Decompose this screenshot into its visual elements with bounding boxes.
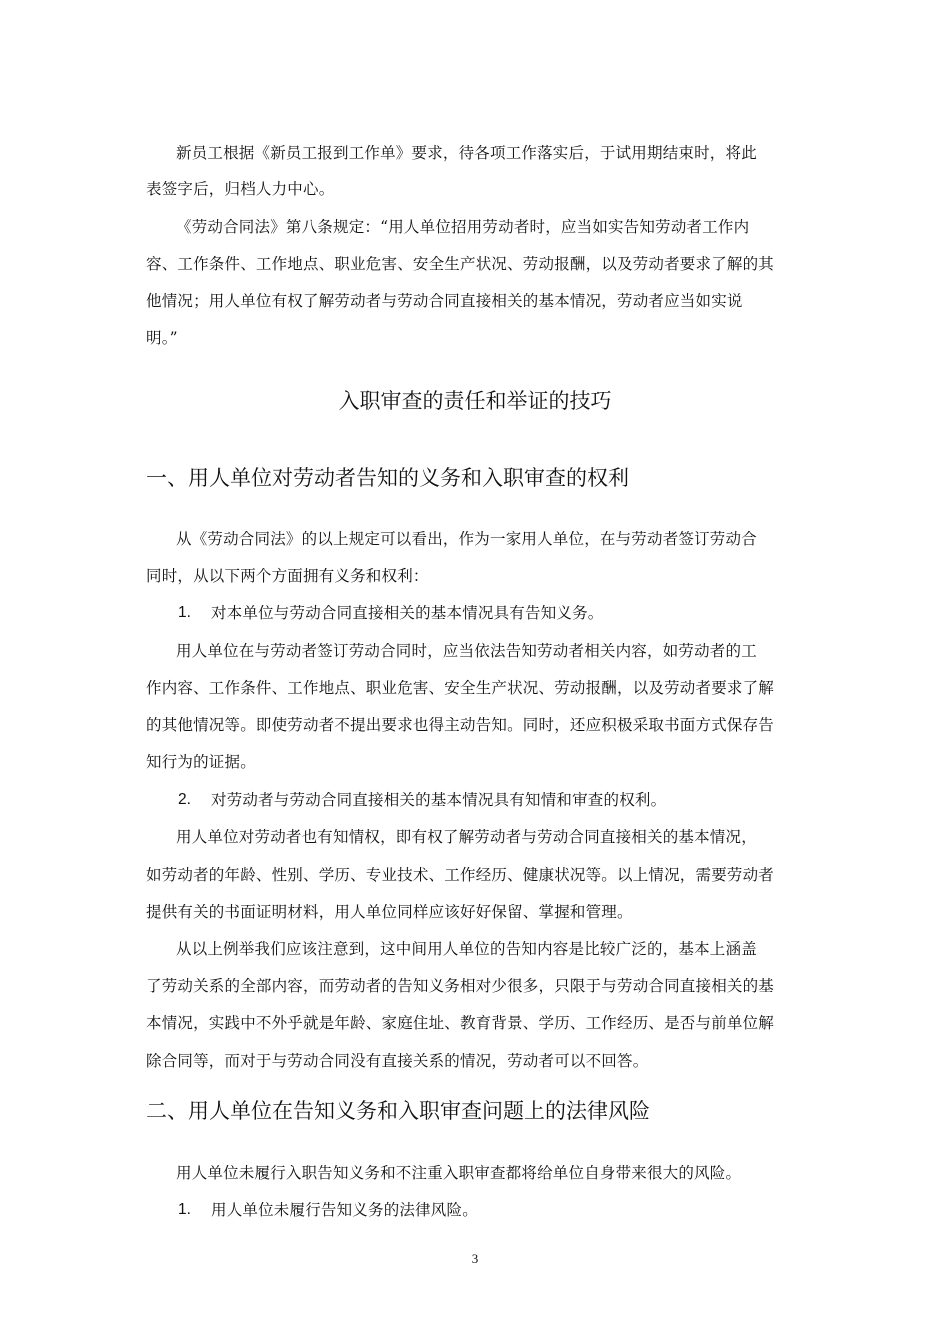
s2-item-1-text: 用人单位未履行告知义务的法律风险。 xyxy=(211,1201,478,1219)
section-1-heading: 一、用人单位对劳动者告知的义务和入职审查的权利 xyxy=(146,466,629,490)
s2-item-1-number: 1. xyxy=(178,1201,191,1218)
document-title: 入职审查的责任和举证的技巧 xyxy=(338,389,612,413)
s1-p4-line-4: 除合同等，而对于与劳动合同没有直接关系的情况，劳动者可以不回答。 xyxy=(146,1052,649,1070)
s1-p3-line-3: 提供有关的书面证明材料，用人单位同样应该好好保留、掌握和管理。 xyxy=(146,903,633,921)
s1-p3-line-2: 如劳动者的年龄、性别、学历、专业技术、工作经历、健康状况等。以上情况，需要劳动者 xyxy=(146,866,775,884)
s1-p4-line-3: 本情况，实践中不外乎就是年龄、家庭住址、教育背景、学历、工作经历、是否与前单位解 xyxy=(146,1014,775,1032)
s1-p2-line-2: 作内容、工作条件、工作地点、职业危害、安全生产状况、劳动报酬，以及劳动者要求了解 xyxy=(146,679,775,697)
s2-p1-line-1: 用人单位未履行入职告知义务和不注重入职审查都将给单位自身带来很大的风险。 xyxy=(176,1164,742,1182)
s1-p1-line-2: 同时，从以下两个方面拥有义务和权利： xyxy=(146,567,429,585)
page-number: 3 xyxy=(471,1251,479,1266)
s1-p2-line-3: 的其他情况等。即使劳动者不提出要求也得主动告知。同时，还应积极采取书面方式保存告 xyxy=(146,716,775,734)
s1-p1-line-1: 从《劳动合同法》的以上规定可以看出，作为一家用人单位，在与劳动者签订劳动合 xyxy=(176,530,757,548)
intro-p2-line-4: 明。” xyxy=(146,329,178,347)
s1-p2-line-1: 用人单位在与劳动者签订劳动合同时，应当依法告知劳动者相关内容，如劳动者的工 xyxy=(176,642,757,660)
s1-p2-line-4: 知行为的证据。 xyxy=(146,753,256,771)
section-2-heading: 二、用人单位在告知义务和入职审查问题上的法律风险 xyxy=(146,1099,650,1123)
s1-item-2-number: 2. xyxy=(178,791,191,808)
s1-p4-line-1: 从以上例举我们应该注意到，这中间用人单位的告知内容是比较广泛的，基本上涵盖 xyxy=(176,940,757,958)
s1-item-2-text: 对劳动者与劳动合同直接相关的基本情况具有知情和审查的权利。 xyxy=(211,791,667,809)
s1-item-1-number: 1. xyxy=(178,604,191,621)
intro-p1-line-2: 表签字后，归档人力中心。 xyxy=(146,180,335,198)
intro-p2-line-1: 《劳动合同法》第八条规定：“用人单位招用劳动者时，应当如实告知劳动者工作内 xyxy=(176,218,750,236)
s1-p4-line-2: 了劳动关系的全部内容，而劳动者的告知义务相对少很多，只限于与劳动合同直接相关的基 xyxy=(146,977,775,995)
intro-p2-line-3: 他情况；用人单位有权了解劳动者与劳动合同直接相关的基本情况，劳动者应当如实说 xyxy=(146,292,743,310)
intro-p2-line-2: 容、工作条件、工作地点、职业危害、安全生产状况、劳动报酬，以及劳动者要求了解的其 xyxy=(146,255,775,273)
intro-p1-line-1: 新员工根据《新员工报到工作单》要求，待各项工作落实后，于试用期结束时，将此 xyxy=(176,144,757,162)
s1-p3-line-1: 用人单位对劳动者也有知情权，即有权了解劳动者与劳动合同直接相关的基本情况， xyxy=(176,828,757,846)
s1-item-1-text: 对本单位与劳动合同直接相关的基本情况具有告知义务。 xyxy=(211,604,604,622)
